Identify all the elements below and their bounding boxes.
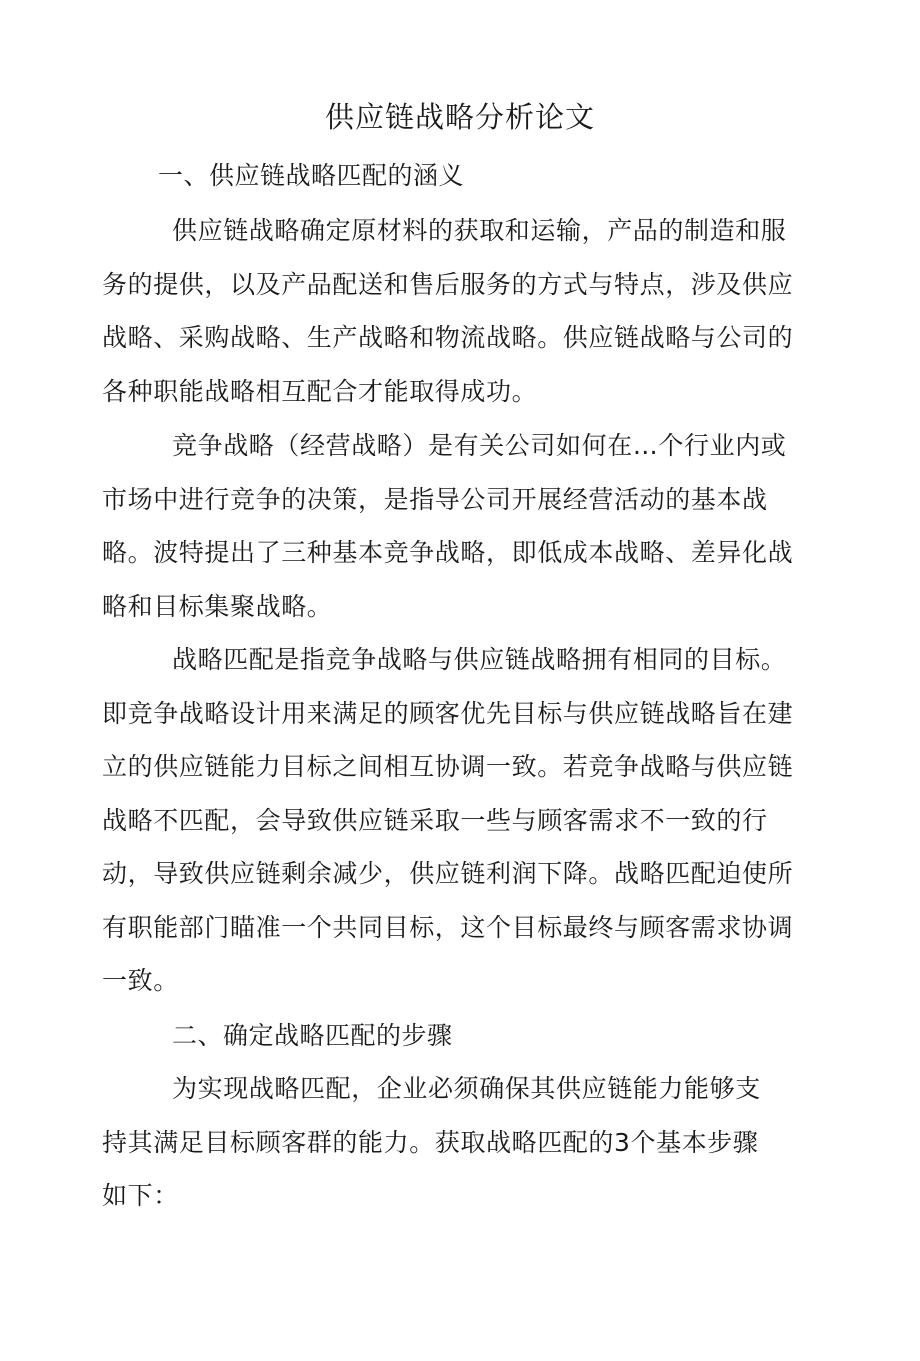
paragraph-supply-chain-strategy: 供应链战略确定原材料的获取和运输，产品的制造和服务的提供，以及产品配送和售后服务的方式与特点，涉及供应战略、采购战略、生产战略和物流战略。供应链战略与公司的各种职能战略相互配合才能取得成功。 (102, 216, 794, 406)
section-heading-2: 二、确定战略匹配的步骤 (172, 1021, 453, 1050)
paragraph-strategic-fit: 战略匹配是指竞争战略与供应链战略拥有相同的目标。即竞争战略设计用来满足的顾客优先目标与供应链战略旨在建立的供应链能力目标之间相互协调一致。若竞争战略与供应链战略不匹配，会导致供应链采取一些与顾客需求不一致的行动，导致供应链剩余减少，供应链利润下降。战略匹配迫使所有职能部门瞄准一个共同目标，这个目标最终与顾客需求协调一致。 (102, 645, 794, 995)
document-title: 供应链战略分析论文 (324, 100, 595, 134)
section-heading-1: 一、供应链战略匹配的涵义 (158, 161, 465, 190)
paragraph-competitive-strategy: 竞争战略（经营战略）是有关公司如何在…个行业内或市场中进行竞争的决策，是指导公司开展经营活动的基本战略。波特提出了三种基本竞争战略，即低成本战略、差异化战略和目标集聚战略。 (102, 431, 794, 621)
paragraph-fit-steps: 为实现战略匹配，企业必须确保其供应链能力能够支持其满足目标顾客群的能力。获取战略匹配的3个基本步骤如下： (102, 1074, 761, 1210)
